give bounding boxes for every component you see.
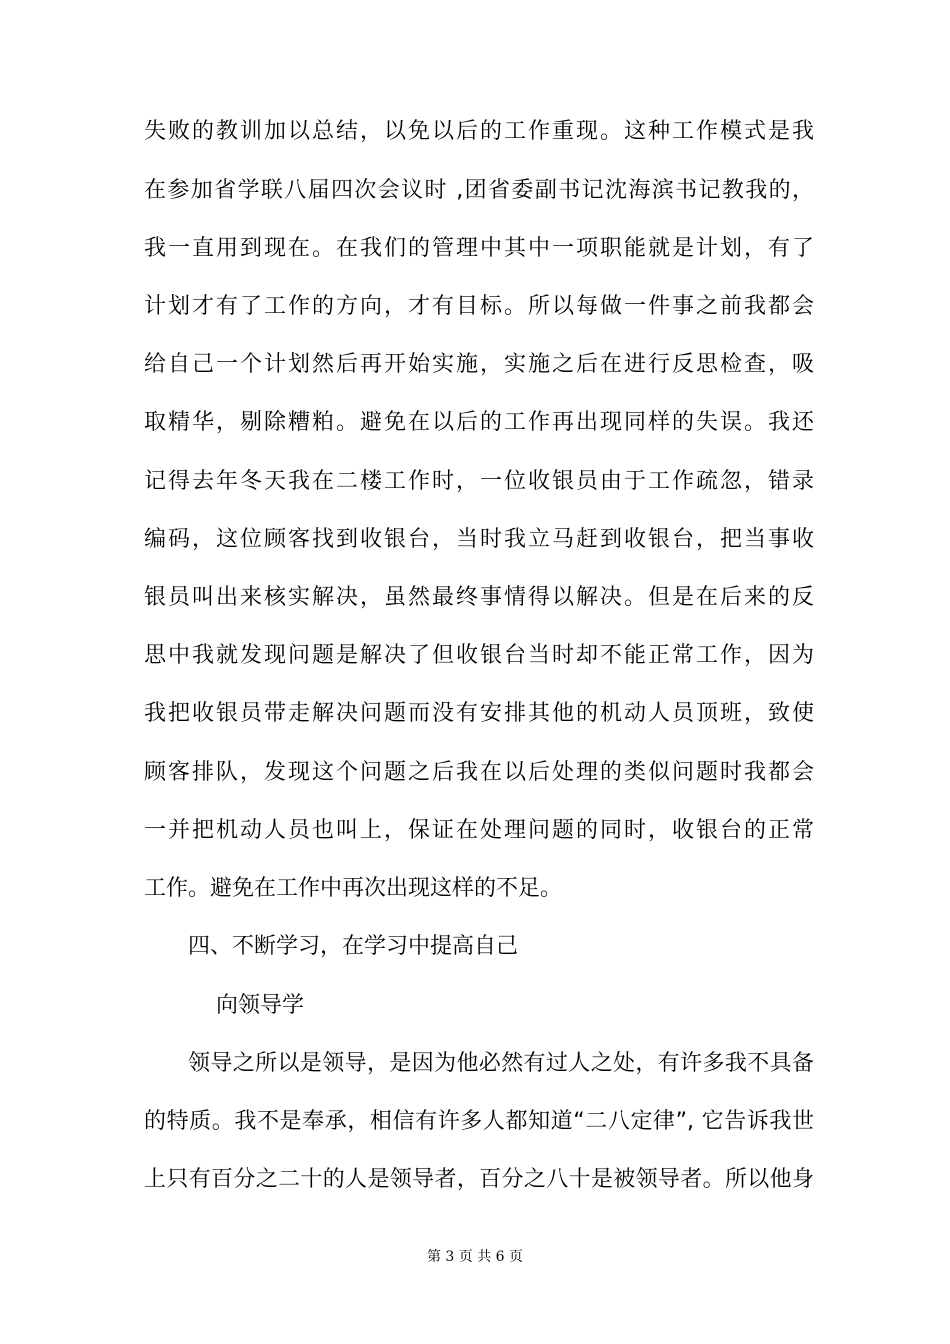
body-line: 我一直用到现在。在我们的管理中其中一项职能就是计划，有了 xyxy=(144,236,814,261)
body-line: 思中我就发现问题是解决了但收银台当时却不能正常工作，因为 xyxy=(144,643,814,668)
body-line: 编码，这位顾客找到收银台，当时我立马赶到收银台，把当事收 xyxy=(144,527,814,552)
body-line: 失败的教训加以总结，以免以后的工作重现。这种工作模式是我 xyxy=(144,119,814,144)
paragraph-line: 上只有百分之二十的人是领导者，百分之八十是被领导者。所以他身 xyxy=(144,1167,814,1192)
body-line: 在参加省学联八届四次会议时 ,团省委副书记沈海滨书记教我的， xyxy=(144,178,814,203)
body-line: 工作。避免在工作中再次出现这样的不足。 xyxy=(144,876,563,901)
body-line: 一并把机动人员也叫上，保证在处理问题的同时，收银台的正常 xyxy=(144,818,814,843)
body-line: 记得去年冬天我在二楼工作时，一位收银员由于工作疏忽，错录 xyxy=(144,469,814,494)
body-line: 计划才有了工作的方向，才有目标。所以每做一件事之前我都会 xyxy=(144,294,814,319)
body-line: 顾客排队，发现这个问题之后我在以后处理的类似问题时我都会 xyxy=(144,760,814,785)
paragraph-line: 的特质。我不是奉承，相信有许多人都知道“二八定律”, 它告诉我世 xyxy=(144,1109,814,1134)
sub-heading: 向领导学 xyxy=(216,993,305,1018)
body-line: 取精华，剔除糟粕。避免在以后的工作再出现同样的失误。我还 xyxy=(144,410,814,435)
body-line: 银员叫出来核实解决，虽然最终事情得以解决。但是在后来的反 xyxy=(144,585,814,610)
page-number-footer: 第 3 页 共 6 页 xyxy=(426,1249,524,1265)
body-line: 我把收银员带走解决问题而没有安排其他的机动人员顶班，致使 xyxy=(144,701,814,726)
body-line: 给自己一个计划然后再开始实施，实施之后在进行反思检查，吸 xyxy=(144,352,814,377)
paragraph-line: 领导之所以是领导，是因为他必然有过人之处，有许多我不具备 xyxy=(188,1051,814,1076)
section-heading: 四、不断学习，在学习中提高自己 xyxy=(188,934,519,959)
